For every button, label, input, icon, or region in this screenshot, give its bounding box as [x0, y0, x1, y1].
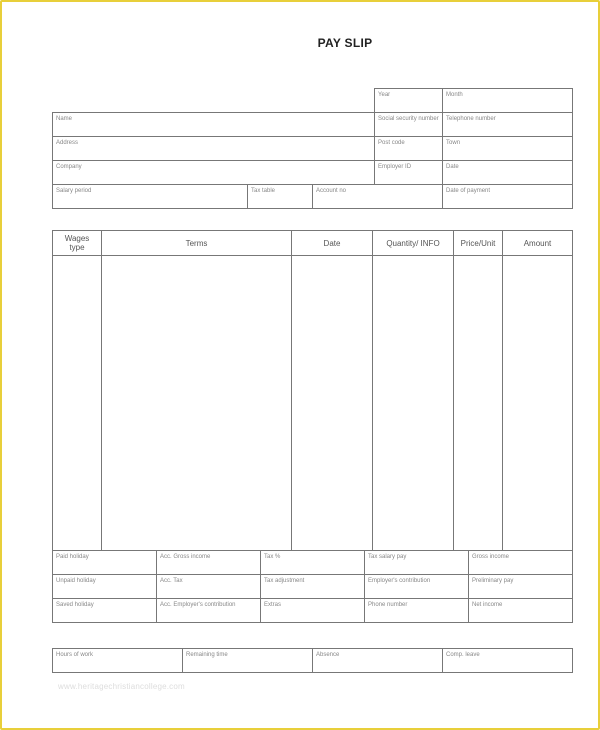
phone-number-label: Phone number: [368, 602, 408, 608]
account-no-label: Account no: [316, 188, 347, 194]
town-field[interactable]: [443, 137, 573, 161]
comp-leave-label: Comp. leave: [446, 652, 480, 658]
acc-gross-income-field[interactable]: [157, 551, 261, 575]
account-no-field[interactable]: [313, 185, 443, 209]
tax-salary-pay-field[interactable]: [365, 551, 469, 575]
col-header-quantity: Quantity/ INFO: [373, 231, 454, 256]
wages-type-line2: type: [69, 243, 85, 252]
time-summary-table: [52, 648, 573, 673]
acc-employer-contribution-label: Acc. Employer's contribution: [160, 602, 236, 608]
name-label: Name: [56, 116, 73, 122]
paid-holiday-field[interactable]: [53, 551, 157, 575]
ssn-label: Social security number: [378, 116, 439, 122]
acc-gross-income-label: Acc. Gross income: [160, 554, 211, 560]
address-field[interactable]: [53, 137, 375, 161]
preliminary-pay-label: Preliminary pay: [472, 578, 514, 584]
col-header-wages-type: [53, 231, 102, 256]
month-field[interactable]: [443, 89, 573, 113]
unpaid-holiday-label: Unpaid holiday: [56, 578, 96, 584]
hours-of-work-field[interactable]: [53, 649, 183, 673]
remaining-time-field[interactable]: [183, 649, 313, 673]
unpaid-holiday-field[interactable]: [53, 575, 157, 599]
employee-info-table: [52, 88, 573, 209]
tax-salary-pay-label: Tax salary pay: [368, 554, 407, 560]
col-header-amount: Amount: [503, 231, 573, 256]
telephone-field[interactable]: [443, 113, 573, 137]
document-title: PAY SLIP: [317, 36, 373, 50]
tax-percent-label: Tax %: [264, 554, 281, 560]
gross-income-field[interactable]: [469, 551, 573, 575]
tax-table-label: Tax table: [251, 188, 276, 194]
extras-field[interactable]: [261, 599, 365, 623]
month-label: Month: [446, 92, 463, 98]
net-income-field[interactable]: [469, 599, 573, 623]
saved-holiday-field[interactable]: [53, 599, 157, 623]
hours-of-work-label: Hours of work: [56, 652, 94, 658]
acc-tax-label: Acc. Tax: [160, 578, 183, 584]
absence-field[interactable]: [313, 649, 443, 673]
amount-column-body[interactable]: [503, 256, 573, 551]
town-label: Town: [446, 140, 461, 146]
employer-id-label: Employer ID: [378, 164, 412, 170]
preliminary-pay-field[interactable]: [469, 575, 573, 599]
employer-contribution-label: Employer's contribution: [368, 578, 431, 584]
date-label: Date: [446, 164, 459, 170]
quantity-column-body[interactable]: [373, 256, 454, 551]
col-header-terms: Terms: [102, 231, 292, 256]
ssn-field[interactable]: [375, 113, 443, 137]
col-header-date: Date: [292, 231, 373, 256]
telephone-label: Telephone number: [446, 116, 496, 122]
paid-holiday-label: Paid holiday: [56, 554, 89, 560]
tax-adjustment-label: Tax adjustment: [264, 578, 305, 584]
watermark-text: www.heritagechristiancollege.com: [58, 682, 185, 691]
date-of-payment-field[interactable]: [443, 185, 573, 209]
wages-type-line1: Wages: [64, 234, 90, 243]
year-label: Year: [378, 92, 391, 98]
absence-label: Absence: [316, 652, 340, 658]
totals-table: [52, 550, 573, 623]
net-income-label: Net income: [472, 602, 503, 608]
terms-column-body[interactable]: [102, 256, 292, 551]
company-label: Company: [56, 164, 82, 170]
price-unit-column-body[interactable]: [454, 256, 503, 551]
date-field[interactable]: [443, 161, 573, 185]
employer-id-field[interactable]: [375, 161, 443, 185]
salary-period-label: Salary period: [56, 188, 92, 194]
col-header-price-unit: Price/Unit: [454, 231, 503, 256]
acc-employer-contribution-field[interactable]: [157, 599, 261, 623]
gross-income-label: Gross income: [472, 554, 510, 560]
wages-type-column-body[interactable]: [53, 256, 102, 551]
date-of-payment-label: Date of payment: [446, 188, 491, 194]
tax-adjustment-field[interactable]: [261, 575, 365, 599]
address-label: Address: [56, 140, 79, 146]
extras-label: Extras: [264, 602, 282, 608]
employer-contribution-field[interactable]: [365, 575, 469, 599]
name-field[interactable]: [53, 113, 375, 137]
tax-table-field[interactable]: [248, 185, 313, 209]
salary-period-field[interactable]: [53, 185, 248, 209]
post-code-field[interactable]: [375, 137, 443, 161]
tax-percent-field[interactable]: [261, 551, 365, 575]
company-field[interactable]: [53, 161, 375, 185]
acc-tax-field[interactable]: [157, 575, 261, 599]
post-code-label: Post code: [378, 140, 405, 146]
phone-number-field[interactable]: [365, 599, 469, 623]
date-column-body[interactable]: [292, 256, 373, 551]
wage-items-table: [52, 230, 573, 551]
comp-leave-field[interactable]: [443, 649, 573, 673]
saved-holiday-label: Saved holiday: [56, 602, 94, 608]
blank-cell: [53, 89, 375, 113]
remaining-time-label: Remaining time: [186, 652, 228, 658]
year-field[interactable]: [375, 89, 443, 113]
